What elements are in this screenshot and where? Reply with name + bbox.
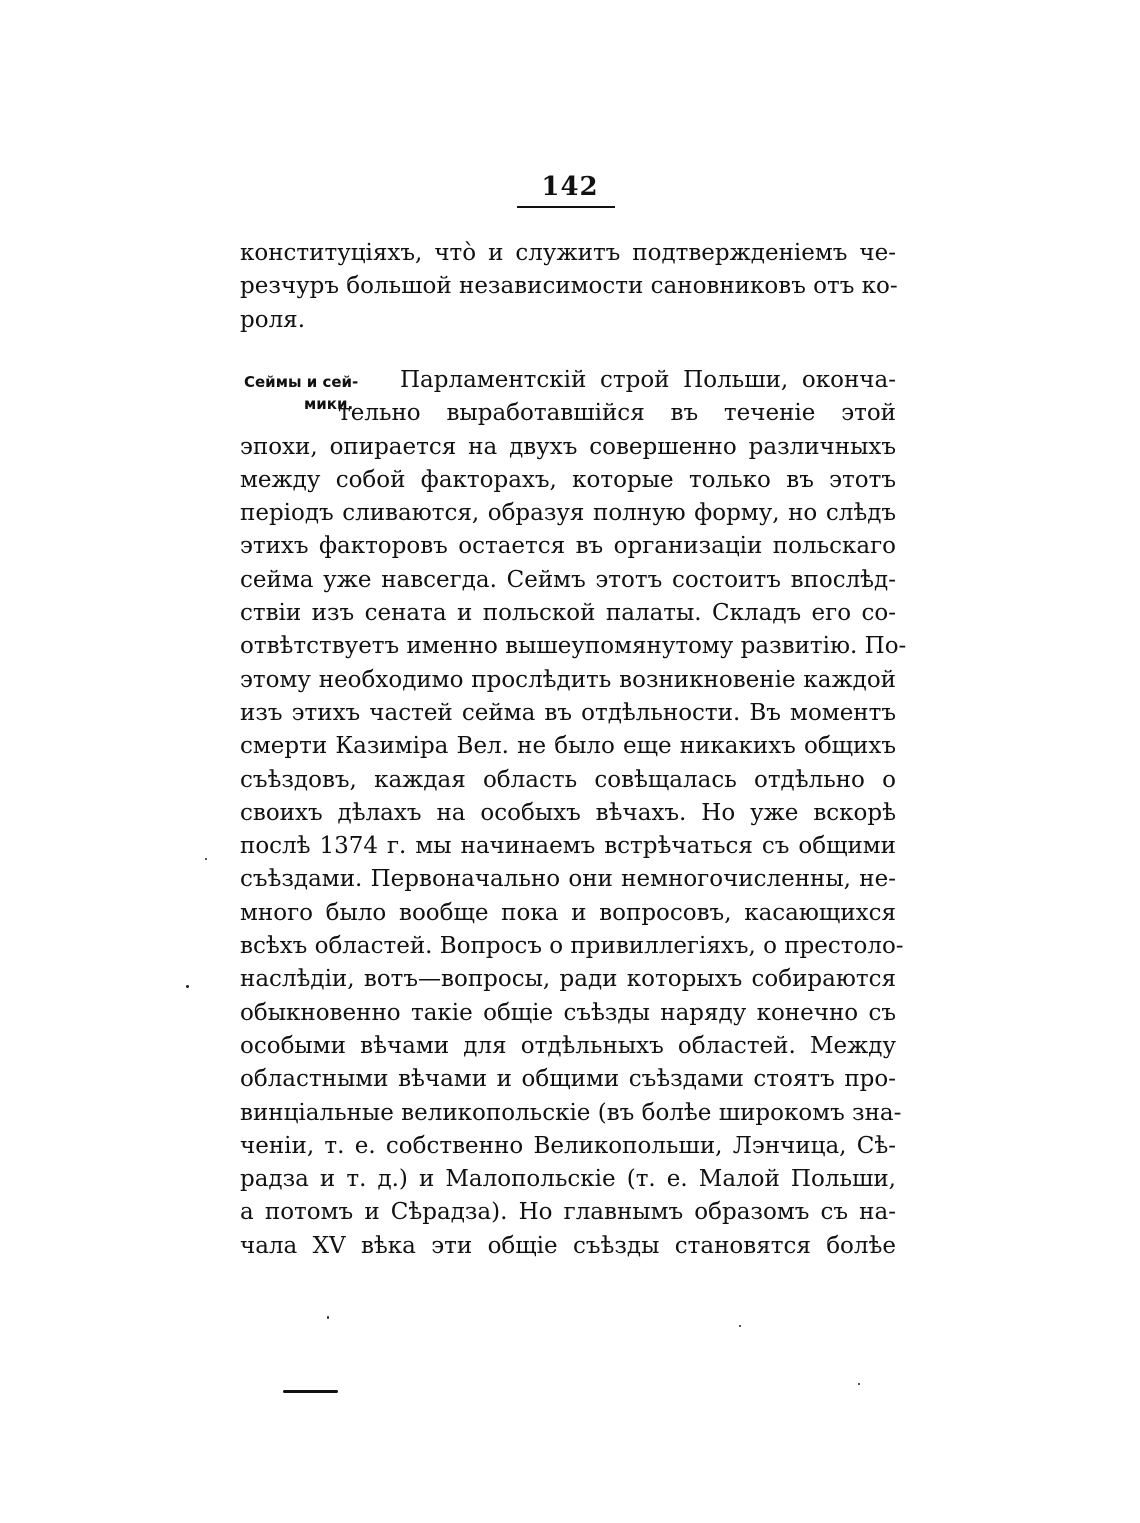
text-line: областными вѣчами и общими съѣздами стоятъ про- bbox=[240, 1066, 896, 1093]
text-line: изъ этихъ частей сейма въ отдѣльности. Въ моментъ bbox=[240, 699, 896, 726]
scan-speck bbox=[858, 1383, 860, 1385]
text-line: наслѣдіи, вотъ—вопросы, ради которыхъ собираются bbox=[240, 966, 896, 993]
text-line: съѣздовъ, каждая область совѣщалась отдѣльно о bbox=[240, 766, 896, 793]
text-line: эпохи, опирается на двухъ совершенно различныхъ bbox=[240, 433, 896, 460]
text-line: сейма уже навсегда. Сеймъ этотъ состоитъ впослѣд- bbox=[240, 566, 896, 593]
scan-speck bbox=[739, 1325, 741, 1327]
text-line: резчуръ большой независимости сановниковъ отъ ко- bbox=[240, 273, 898, 300]
text-line: отвѣтствуетъ именно вышеупомянутому развитію. По- bbox=[240, 633, 907, 660]
text-line: радза и т. д.) и Малопольскіе (т. е. Малой Польши, bbox=[240, 1166, 896, 1193]
page-number: 142 bbox=[541, 172, 599, 202]
marginal-note-line: мики. bbox=[304, 395, 354, 413]
scan-speck bbox=[205, 858, 207, 860]
marginal-note-line: Сеймы и сей- bbox=[244, 373, 359, 391]
text-line: періодъ сливаются, образуя полную форму, но слѣдъ bbox=[240, 500, 896, 527]
scan-speck bbox=[327, 1316, 329, 1319]
text-line: винціальные великопольскіе (въ болѣе широкомъ зна- bbox=[240, 1099, 902, 1126]
text-line: смерти Казиміра Вел. не было еще никакихъ общихъ bbox=[240, 733, 896, 760]
text-line: своихъ дѣлахъ на особыхъ вѣчахъ. Но уже вскорѣ bbox=[240, 799, 896, 826]
text-line: много было вообще пока и вопросовъ, касающихся bbox=[240, 899, 896, 926]
text-line: послѣ 1374 г. мы начинаемъ встрѣчаться съ общими bbox=[240, 833, 896, 860]
text-line: конституціяхъ, что̀ и служитъ подтвержденіемъ че- bbox=[240, 240, 896, 266]
text-line: этому необходимо прослѣдить возникновеніе каждой bbox=[240, 666, 896, 693]
text-line: между собой факторахъ, которые только въ этотъ bbox=[240, 466, 896, 493]
text-line: а потомъ и Сѣрадза). Но главнымъ образомъ съ на- bbox=[240, 1199, 896, 1226]
text-line: ствіи изъ сената и польской палаты. Складъ его со- bbox=[240, 600, 896, 627]
text-line: этихъ факторовъ остается въ организаціи польскаго bbox=[240, 533, 896, 560]
text-line: тельно выработавшійся въ теченіе этой bbox=[338, 400, 896, 427]
text-line: чала XV вѣка эти общіе съѣзды становятся болѣе bbox=[240, 1232, 896, 1259]
page-number-rule bbox=[517, 206, 615, 208]
text-line: особыми вѣчами для отдѣльныхъ областей. Между bbox=[240, 1032, 896, 1059]
text-line: Парламентскій строй Польши, оконча- bbox=[400, 367, 896, 393]
text-line: съѣздами. Первоначально они немногочисленны, не- bbox=[240, 866, 896, 893]
text-line: всѣхъ областей. Вопросъ о привиллегіяхъ, о престоло- bbox=[240, 933, 904, 960]
paragraph-1 bbox=[240, 237, 896, 337]
text-line: роля. bbox=[240, 306, 306, 333]
paragraph-2 bbox=[240, 364, 907, 1263]
text-line: обыкновенно такіе общіе съѣзды наряду конечно съ bbox=[240, 999, 896, 1026]
scan-dash-mark bbox=[283, 1390, 338, 1393]
text-line: ченіи, т. е. собственно Великопольши, Лэнчица, Сѣ- bbox=[240, 1132, 896, 1159]
scan-speck bbox=[186, 985, 189, 988]
